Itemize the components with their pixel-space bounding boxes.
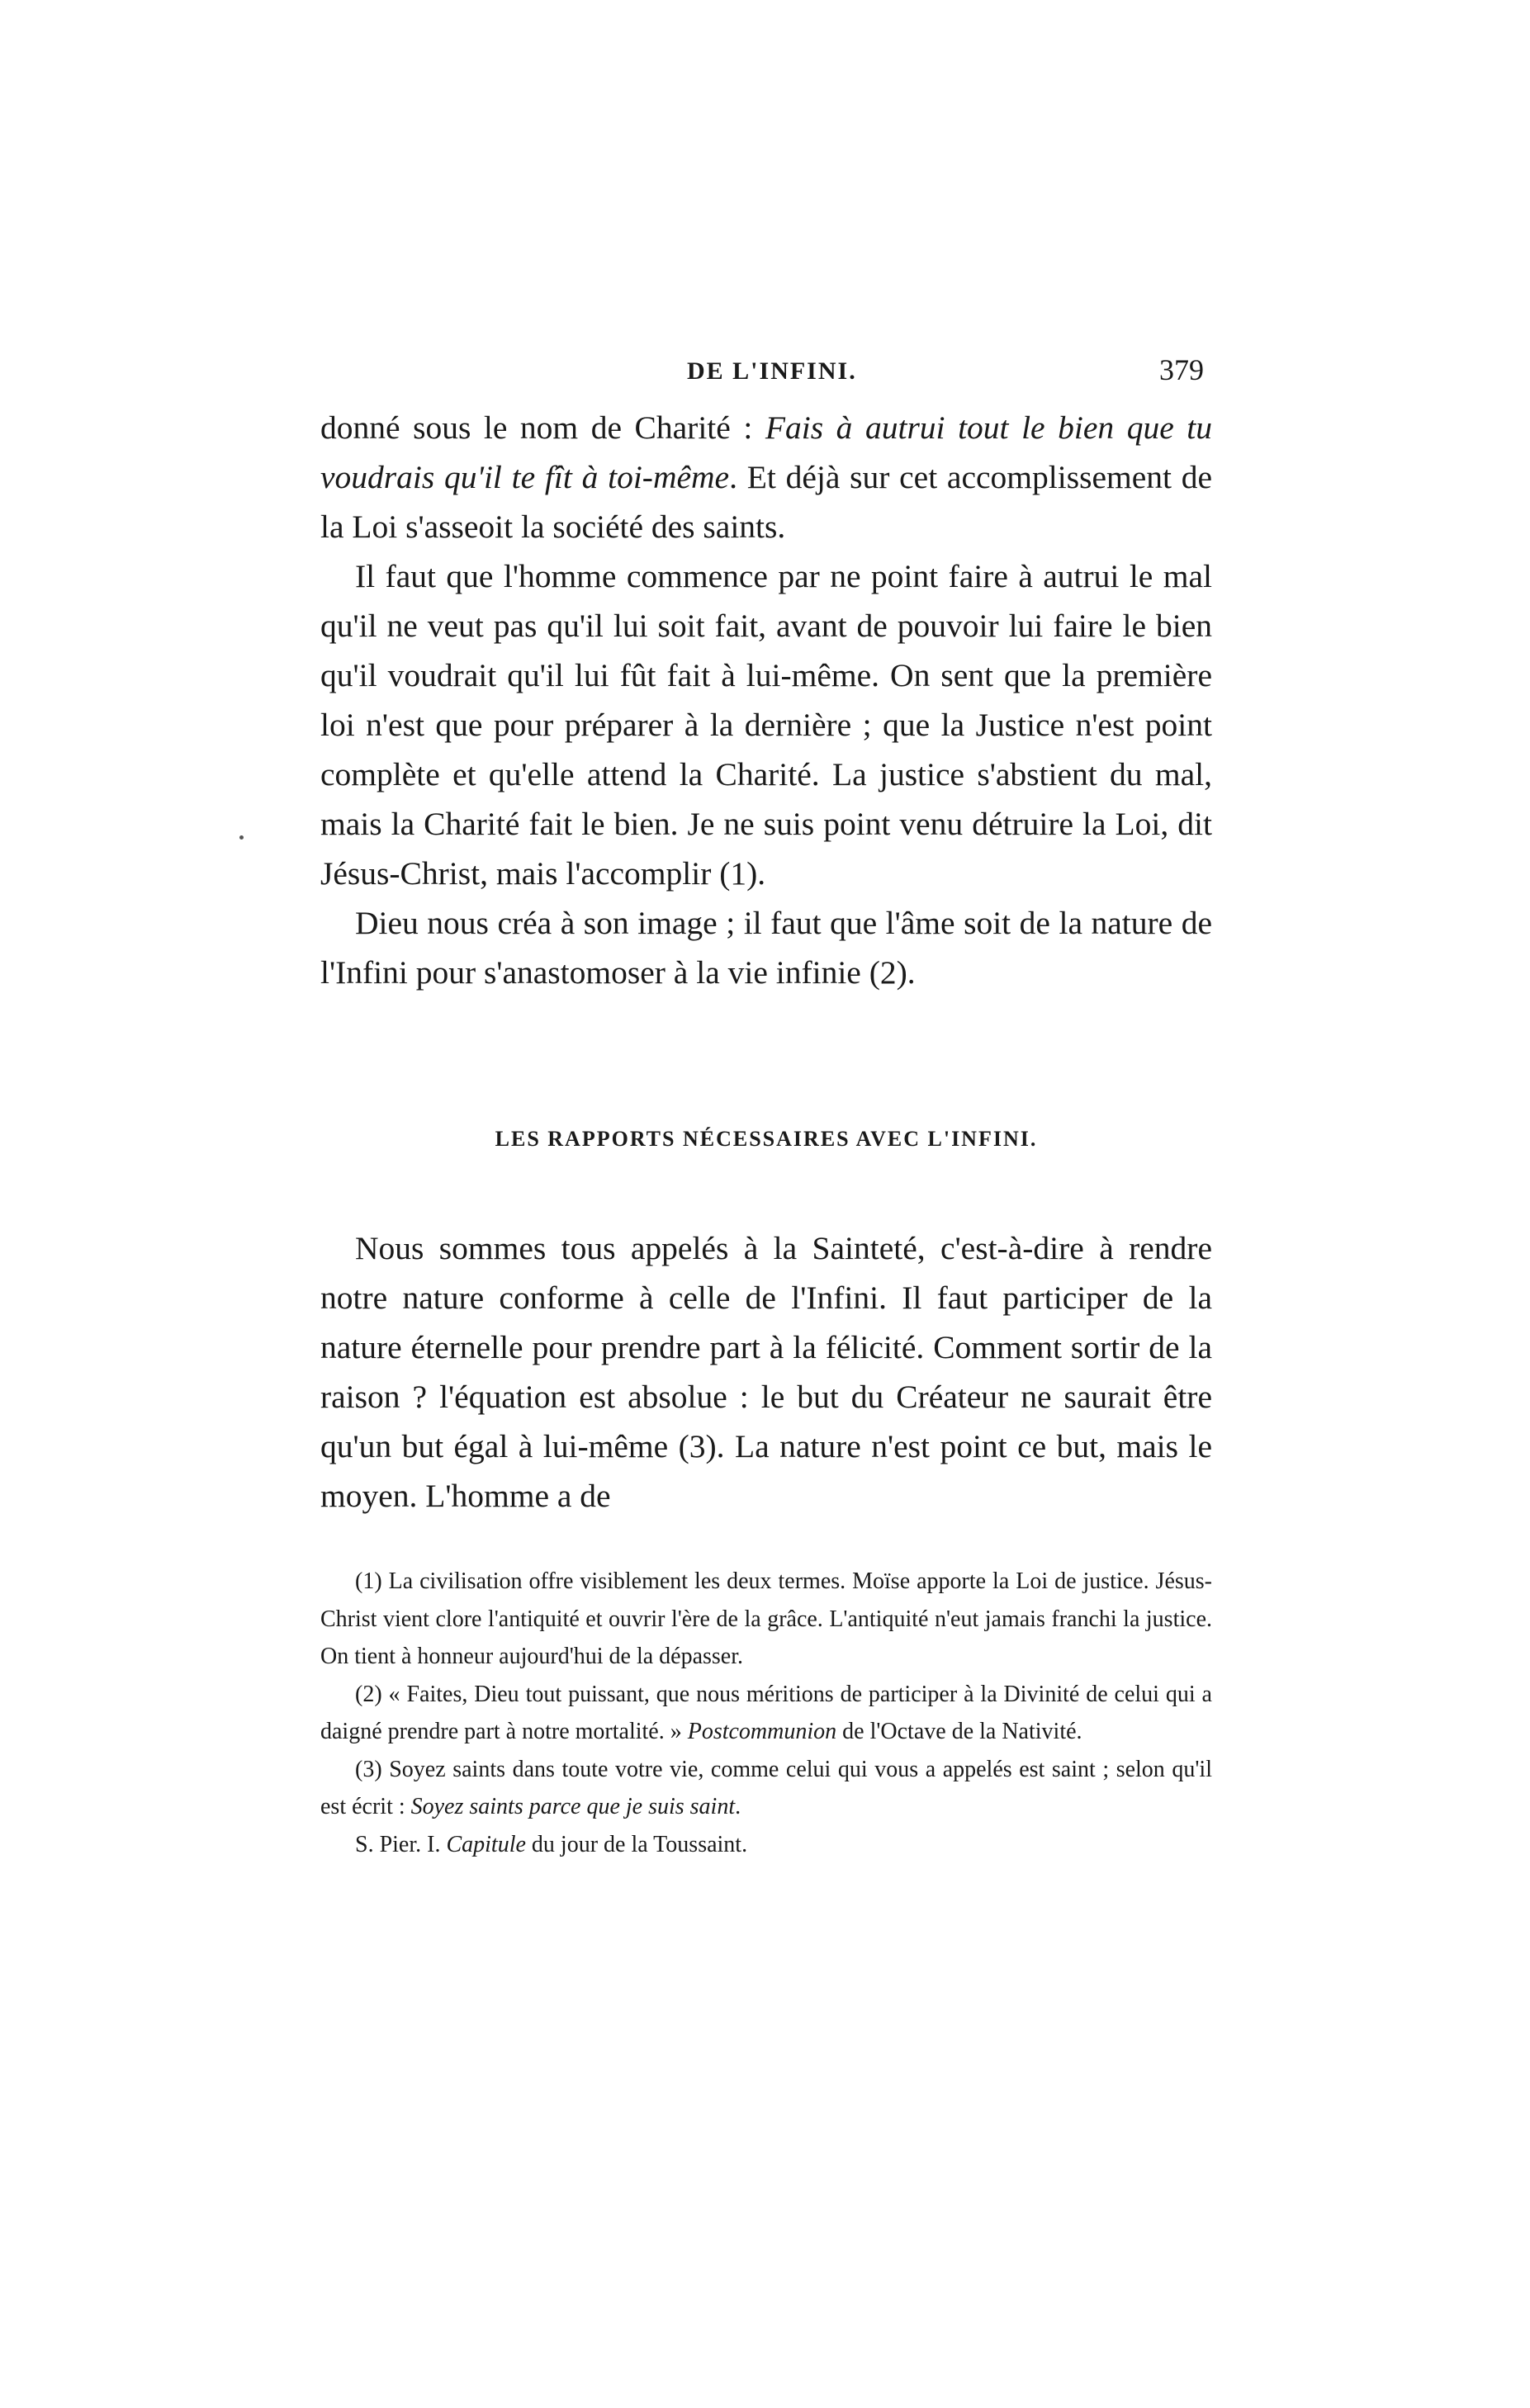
running-title: DE L'INFINI. (687, 357, 857, 385)
footnote-italic: Postcommunion (687, 1719, 837, 1744)
page-number: 379 (1159, 353, 1204, 386)
paragraph-text: Dieu nous créa à son image ; il faut que l'âme soit de la nature de l'Infini pour s'anastomoser à la vie infinie (2). (320, 905, 1212, 991)
footnote-italic: Capitule (446, 1831, 526, 1857)
paragraph-text: Nous sommes tous appelés à la Sainteté, c'est-à-dire à rendre notre nature conforme à celle de l'Infini. Il faut participer de la nature éternelle pour prendre part à la félicité. Comment sortir de la raison ? l'équation est absolue : le but du Créateur ne saurait être qu'un but égal à lui-même (3). La nature n'est point ce but, mais le moyen. L'homme a de (320, 1230, 1212, 1514)
footnote-text: du jour de la Toussaint. (525, 1831, 748, 1857)
paper-speck (239, 835, 244, 840)
paragraph (320, 1223, 1212, 1521)
footnote-text: (2) « Faites, Dieu tout puissant, que nous méritions de participer à la Divinité de celui qui a daigné prendre part à notre mortalité. » (320, 1681, 1212, 1744)
paragraph-text: donné sous le nom de Charité : (320, 409, 765, 446)
footnote-text: S. Pier. I. (355, 1831, 447, 1857)
paragraph-text: Il faut que l'homme commence par ne point faire à autrui le mal qu'il ne veut pas qu'il lui soit fait, avant de pouvoir lui faire le bien qu'il voudrait qu'il lui fût fait à lui-même. On sent que la première loi n'est que pour préparer à la dernière ; que la Justice n'est point complète et qu'elle attend la Charité. La justice s'abstient du mal, mais la Charité fait le bien. Je ne suis point venu détruire la Loi, dit Jésus-Christ, mais l'accomplir (1). (320, 558, 1212, 892)
footnote-text: (3) Soyez saints dans toute votre vie, comme celui qui vous a appelés est saint ; selon qu'il est écrit : (320, 1756, 1212, 1819)
footnote-1 (320, 1563, 1212, 1676)
page-header (320, 351, 1212, 392)
paragraph-continuation (320, 403, 1212, 551)
footnote-text: de l'Octave de la Nativité. (836, 1719, 1082, 1744)
paragraph (320, 551, 1212, 898)
italic-quote: Fais à autrui tout le bien que tu voudrais qu'il te fît à toi-même (320, 409, 1213, 495)
footnote-2 (320, 1676, 1212, 1751)
paragraph-text: . Et déjà sur cet accomplissement de la Loi s'asseoit la société des saints. (320, 459, 1212, 545)
footnote-italic: Soyez saints parce que je suis saint (410, 1794, 736, 1819)
section-heading: LES RAPPORTS NÉCESSAIRES AVEC L'INFINI. (495, 1127, 1038, 1151)
footnotes (320, 1563, 1212, 1863)
footnote-text: . (735, 1794, 741, 1819)
paragraph (320, 898, 1212, 997)
body-text-bottom (320, 1223, 1212, 1521)
footnote-3 (320, 1751, 1212, 1826)
body-text-top (320, 403, 1212, 997)
footnote-3-source (320, 1826, 1212, 1864)
footnote-text: (1) La civilisation offre visiblement les deux termes. Moïse apporte la Loi de justice. Jésus-Christ vient clore l'antiquité et ouvrir l'ère de la grâce. L'antiquité n'eut jamais franchi la justice. On tient à honneur aujourd'hui de la dépasser. (320, 1568, 1212, 1669)
